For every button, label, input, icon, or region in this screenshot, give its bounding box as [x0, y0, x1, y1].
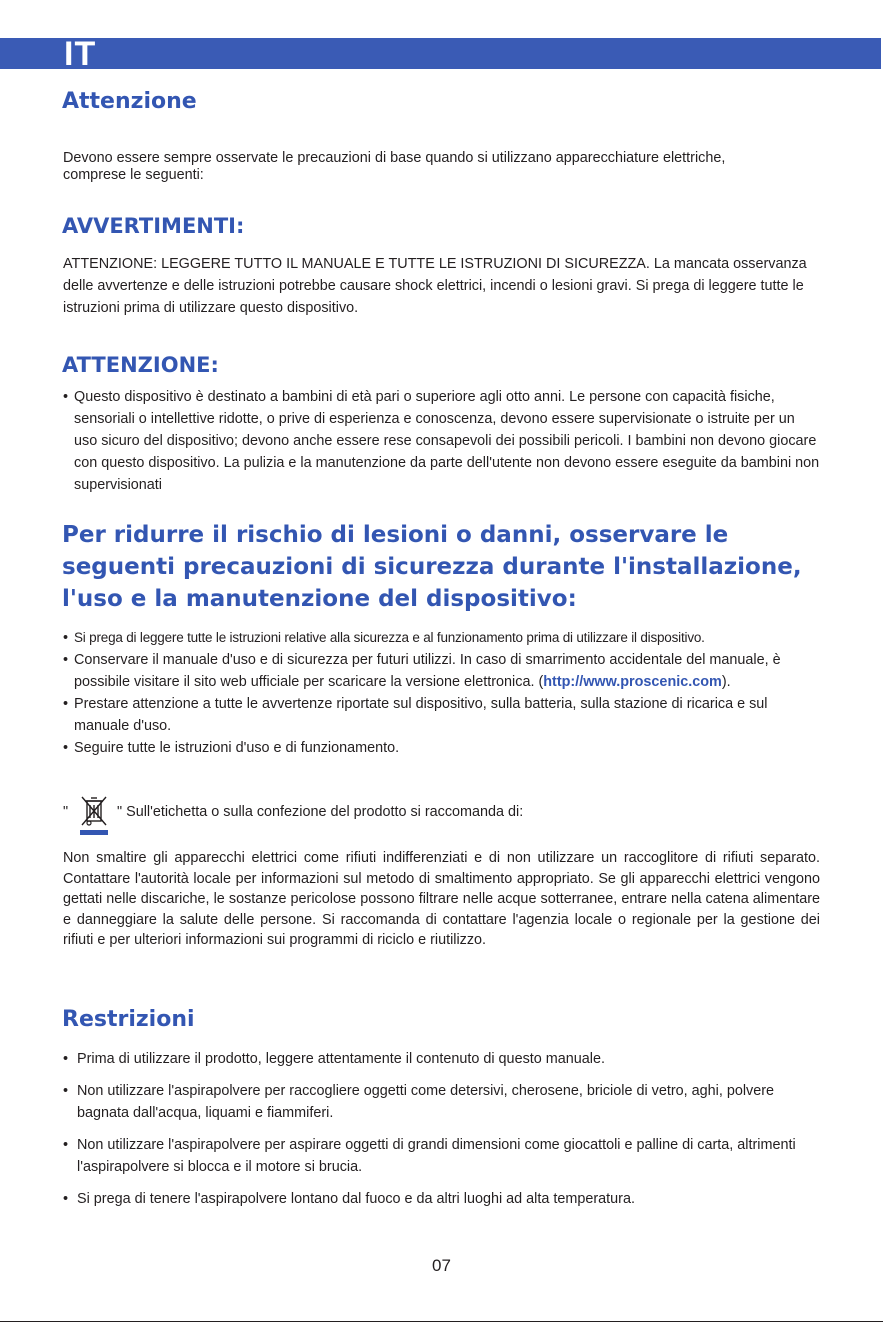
- list-item: [63, 627, 820, 649]
- heading-restrizioni: Restrizioni: [62, 1007, 195, 1032]
- weee-text: " Sull'etichetta o sulla confezione del prodotto si raccomanda di:: [117, 804, 524, 820]
- website-link[interactable]: http://www.proscenic.com: [543, 674, 722, 690]
- precaution-1: Si prega di leggere tutte le istruzioni relative alla sicurezza e al funzionamento prima di utilizzare il dispositivo.: [74, 630, 705, 645]
- page-number: 07: [432, 1256, 451, 1275]
- list-item: • Si prega di tenere l'aspirapolvere lontano dal fuoco e da altri luoghi ad alta temperatura.: [63, 1188, 820, 1210]
- heading-avvertimenti: AVVERTIMENTI:: [62, 214, 245, 238]
- list-item: • Non utilizzare l'aspirapolvere per aspirare oggetti di grandi dimensioni come giocattoli e palline di carta, altrimenti l'aspirapolvere si blocca e il motore si brucia.: [63, 1134, 820, 1178]
- precaution-2-end: ).: [721, 674, 731, 690]
- language-banner: [0, 38, 881, 69]
- warnings-paragraph: ATTENZIONE: LEGGERE TUTTO IL MANUALE E TUTTE LE ISTRUZIONI DI SICUREZZA. La mancata osservanza delle avvertenze e delle istruzioni potrebbe causare shock elettrici, incendi o lesioni gravi. Si prega di leggere tutte le istruzioni prima di utilizzare questo dispositivo.: [63, 256, 807, 316]
- precautions-list: [63, 627, 820, 759]
- weee-notice: [63, 795, 763, 839]
- restrictions-list: [63, 1048, 820, 1220]
- heading-precautions: Per ridurre il rischio di lesioni o danni, osservare le seguenti precauzioni di sicurezza durante l'installazione, l'uso e la manutenzione del dispositivo:: [62, 522, 802, 612]
- weee-open-quote: ": [63, 804, 69, 820]
- precaution-2: Conservare il manuale d'uso e di sicurezza per futuri utilizzi. In caso di smarrimento accidentale del manuale, è possibile visitare il sito web ufficiale per scaricare la versione elettronica. (: [74, 652, 781, 690]
- bottom-divider: [0, 1321, 883, 1322]
- intro-line-1: Devono essere sempre osservate le precauzioni di base quando si utilizzano apparecchiature elettriche,: [63, 150, 726, 166]
- language-code: IT: [64, 35, 97, 73]
- list-item: • Non utilizzare l'aspirapolvere per raccogliere oggetti come detersivi, cherosene, briciole di vetro, aghi, polvere bagnata dall'acqua, liquami e fiammiferi.: [63, 1080, 820, 1124]
- list-item: • Prima di utilizzare il prodotto, leggere attentamente il contenuto di questo manuale.: [63, 1048, 820, 1070]
- disposal-paragraph: Non smaltire gli apparecchi elettrici come rifiuti indifferenziati e di non utilizzare un raccoglitore di rifiuti separato. Contattare l'autorità locale per informazioni sul metodo di smaltimento appropriato. Se gli apparecchi elettrici vengono gettati nelle discariche, le sostanze pericolose possono filtrare nelle acque sotterranee, entrare nella catena alimentare e danneggiare la salute delle persone. Si raccomanda di contattare l'agenzia locale o regionale per la gestione dei rifiuti e per ulteriori informazioni sui programmi di riciclo e riutilizzo.: [63, 850, 820, 948]
- heading-attenzione-caps: ATTENZIONE:: [62, 353, 219, 377]
- list-item: • Questo dispositivo è destinato a bambini di età pari o superiore agli otto anni. Le persone con capacità fisiche, sensoriali o intellettive ridotte, o prive di esperienza e conoscenza, devono essere supervisionate o istruite per un uso sicuro del dispositivo; devono anche essere rese consapevoli dei possibili pericoli. I bambini non devono giocare con questo dispositivo. La pulizia e la manutenzione da parte dell'utente non devono essere eseguite da bambini non supervisionati: [63, 386, 820, 496]
- intro-line-2: comprese le seguenti:: [63, 167, 204, 183]
- crossed-out-wheelie-bin-icon: [79, 795, 109, 837]
- list-item: • Prestare attenzione a tutte le avvertenze riportate sul dispositivo, sulla batteria, sulla stazione di ricarica e sul manuale d'uso.: [63, 693, 820, 737]
- heading-attenzione: Attenzione: [62, 89, 197, 114]
- intro-paragraph: [63, 150, 820, 184]
- list-item: • Seguire tutte le istruzioni d'uso e di funzionamento.: [63, 737, 820, 759]
- list-item: [63, 649, 820, 693]
- attenzione-list: [63, 386, 820, 496]
